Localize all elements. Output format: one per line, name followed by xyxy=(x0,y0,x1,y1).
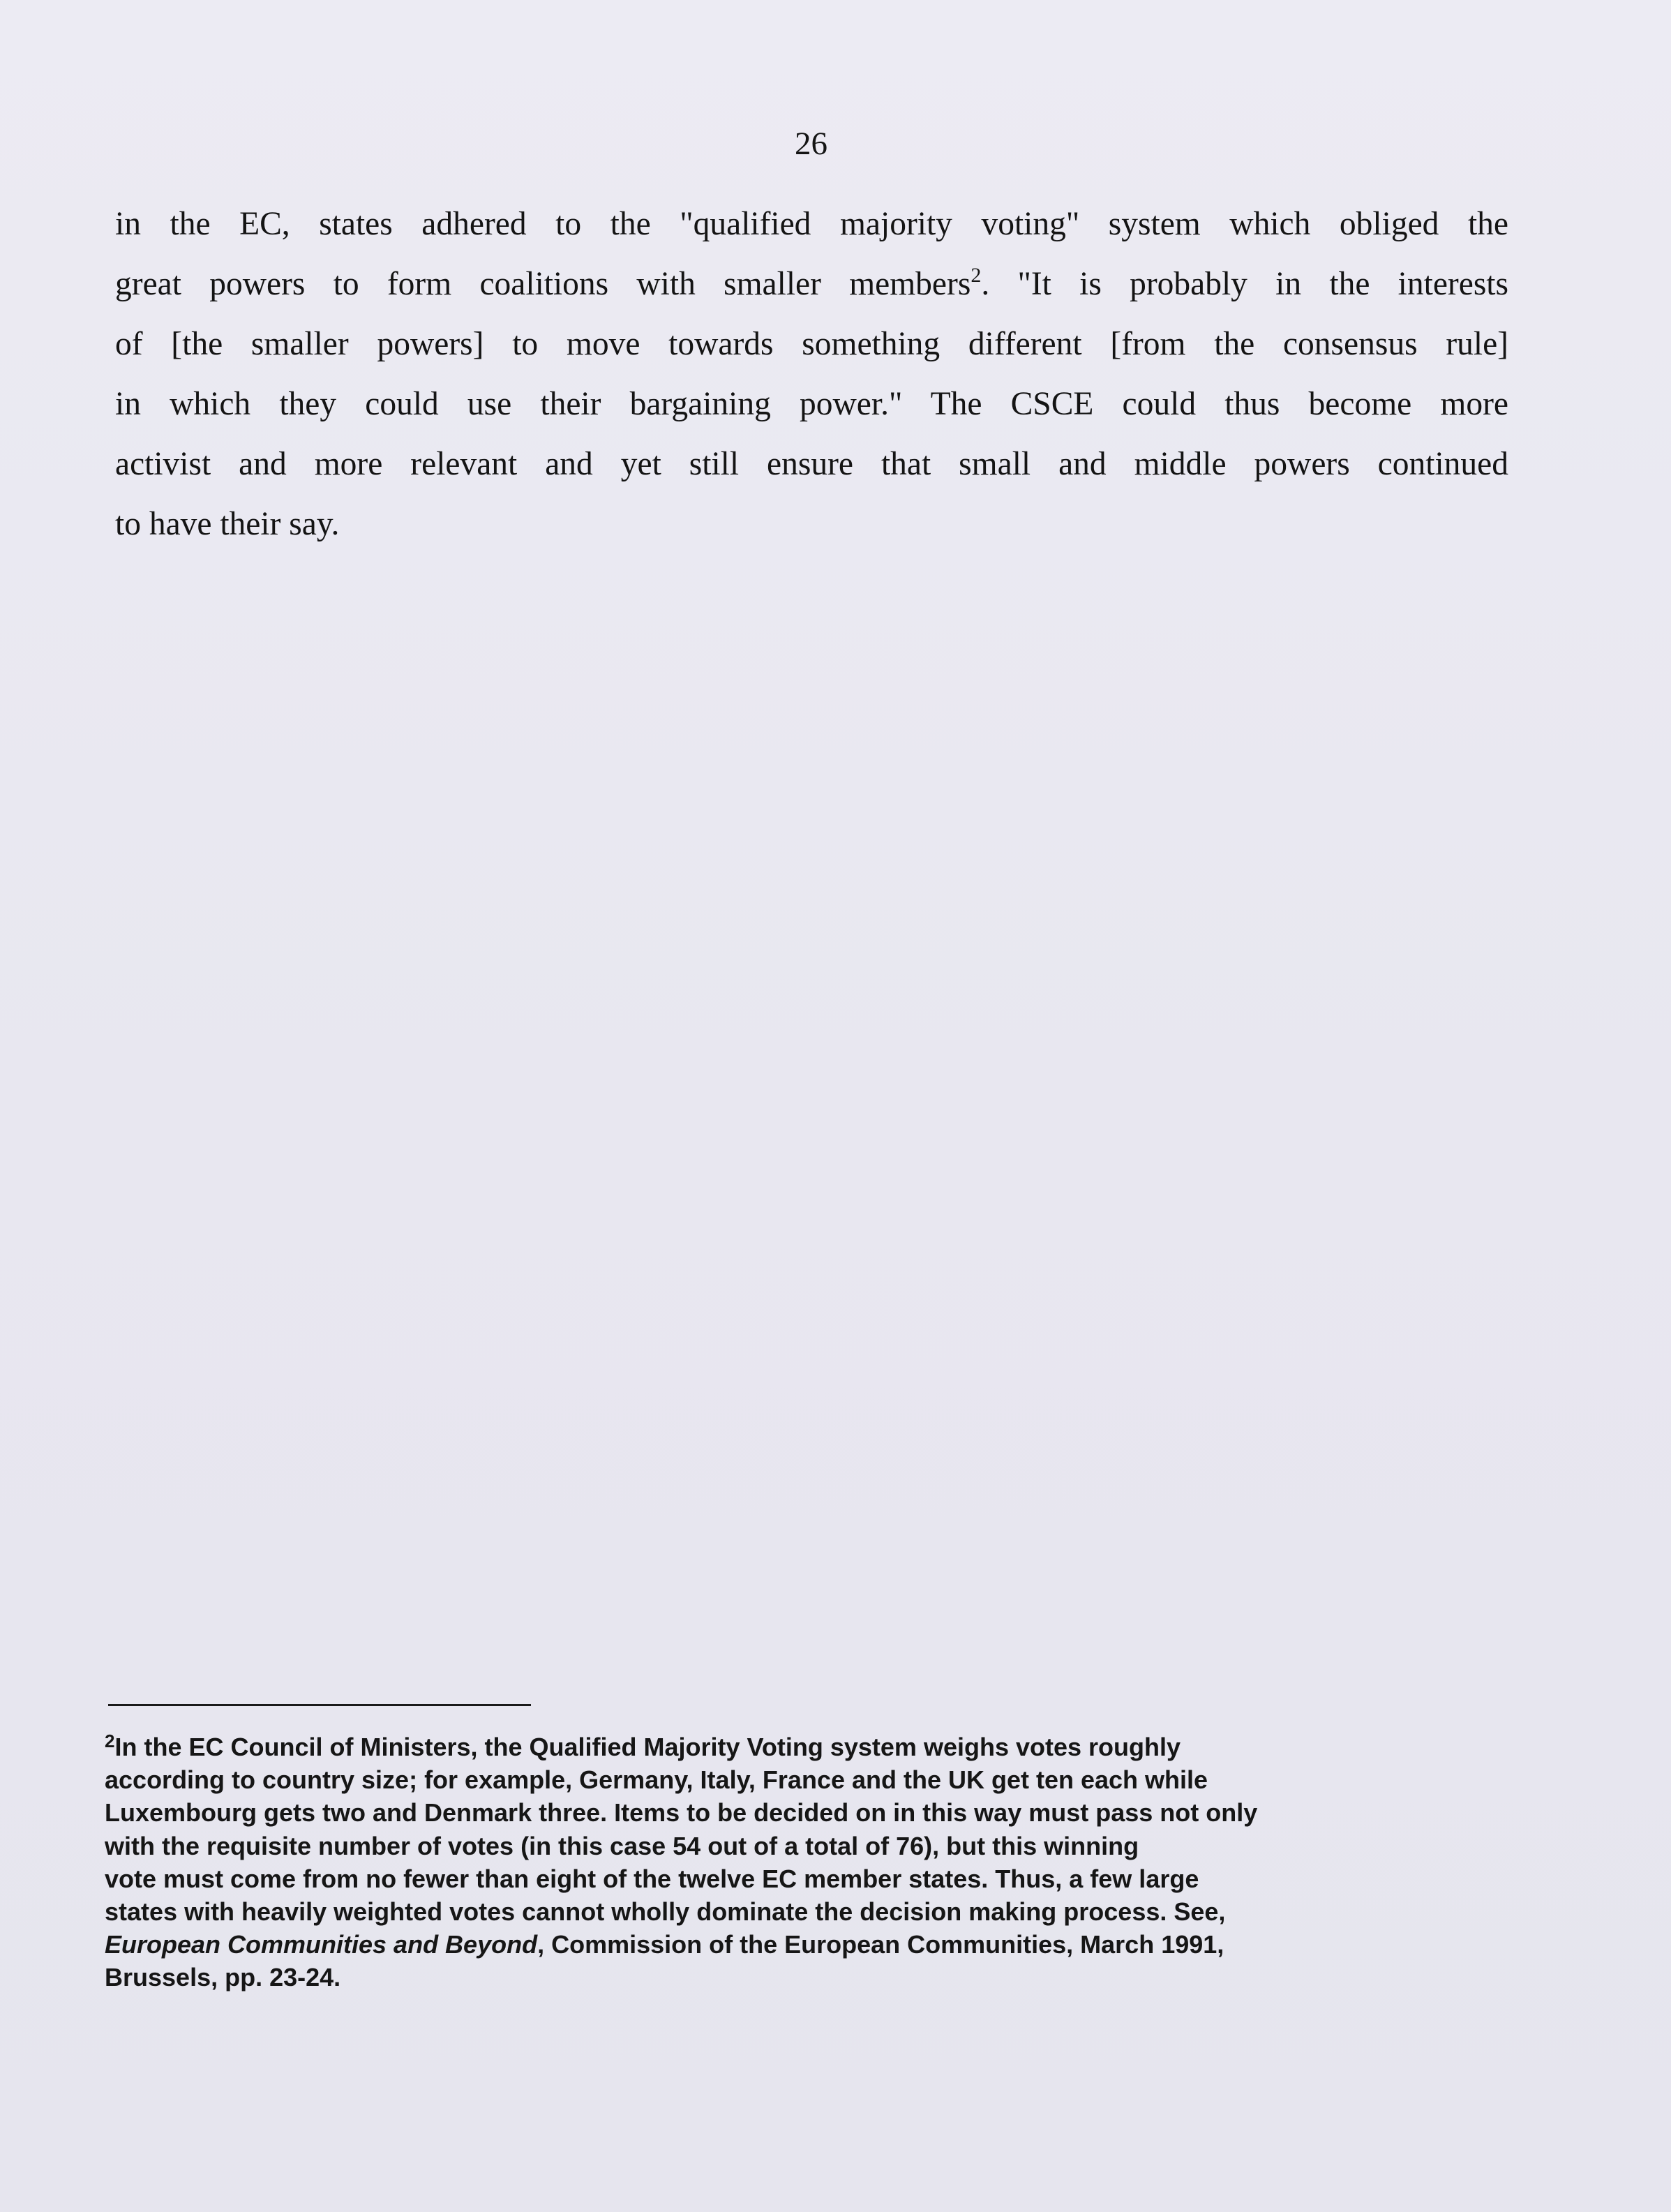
footnote-text: , Commission of the European Communities, March 1991, xyxy=(537,1930,1224,1959)
footnote-line: vote must come from no fewer than eight of the twelve EC member states. Thus, a few large xyxy=(105,1864,1199,1893)
body-line-text: great powers to form coalitions with smaller members xyxy=(115,266,971,302)
page-number: 26 xyxy=(795,126,827,162)
footnote-line xyxy=(105,1928,1472,1961)
footnote-marker: 2 xyxy=(105,1731,115,1751)
footnote-text: In the EC Council of Ministers, the Qualified Majority Voting system weighs votes roughly xyxy=(114,1733,1181,1761)
body-line: in which they could use their bargaining power." The CSCE could thus become more xyxy=(115,386,1508,422)
body-line xyxy=(115,254,1508,314)
footnote-line: Luxembourg gets two and Denmark three. Items to be decided on in this way must pass not only xyxy=(105,1798,1258,1828)
body-line: of [the smaller powers] to move towards something different [from the consensus rule] xyxy=(115,326,1508,362)
body-line: activist and more relevant and yet still ensure that small and middle powers continued xyxy=(115,446,1508,482)
footnote-reference: 2 xyxy=(971,264,982,287)
footnote-separator xyxy=(108,1704,531,1706)
body-paragraph xyxy=(115,194,1508,554)
cited-title: European Communities and Beyond xyxy=(105,1930,538,1959)
footnote-line: Brussels, pp. 23-24. xyxy=(105,1963,341,1992)
footnote-line: according to country size; for example, Germany, Italy, France and the UK get ten each while xyxy=(105,1765,1208,1795)
body-line: in the EC, states adhered to the "qualified majority voting" system which obliged the xyxy=(115,206,1508,242)
footnote-line: states with heavily weighted votes cannot wholly dominate the decision making process. See, xyxy=(105,1897,1226,1927)
footnote-line xyxy=(105,1731,1472,1763)
body-line-text: . "It is probably in the interests xyxy=(981,266,1508,302)
footnote-line: with the requisite number of votes (in this case 54 out of a total of 76), but this winning xyxy=(105,1831,1139,1860)
footnote xyxy=(105,1731,1472,1994)
body-line: to have their say. xyxy=(115,506,340,542)
